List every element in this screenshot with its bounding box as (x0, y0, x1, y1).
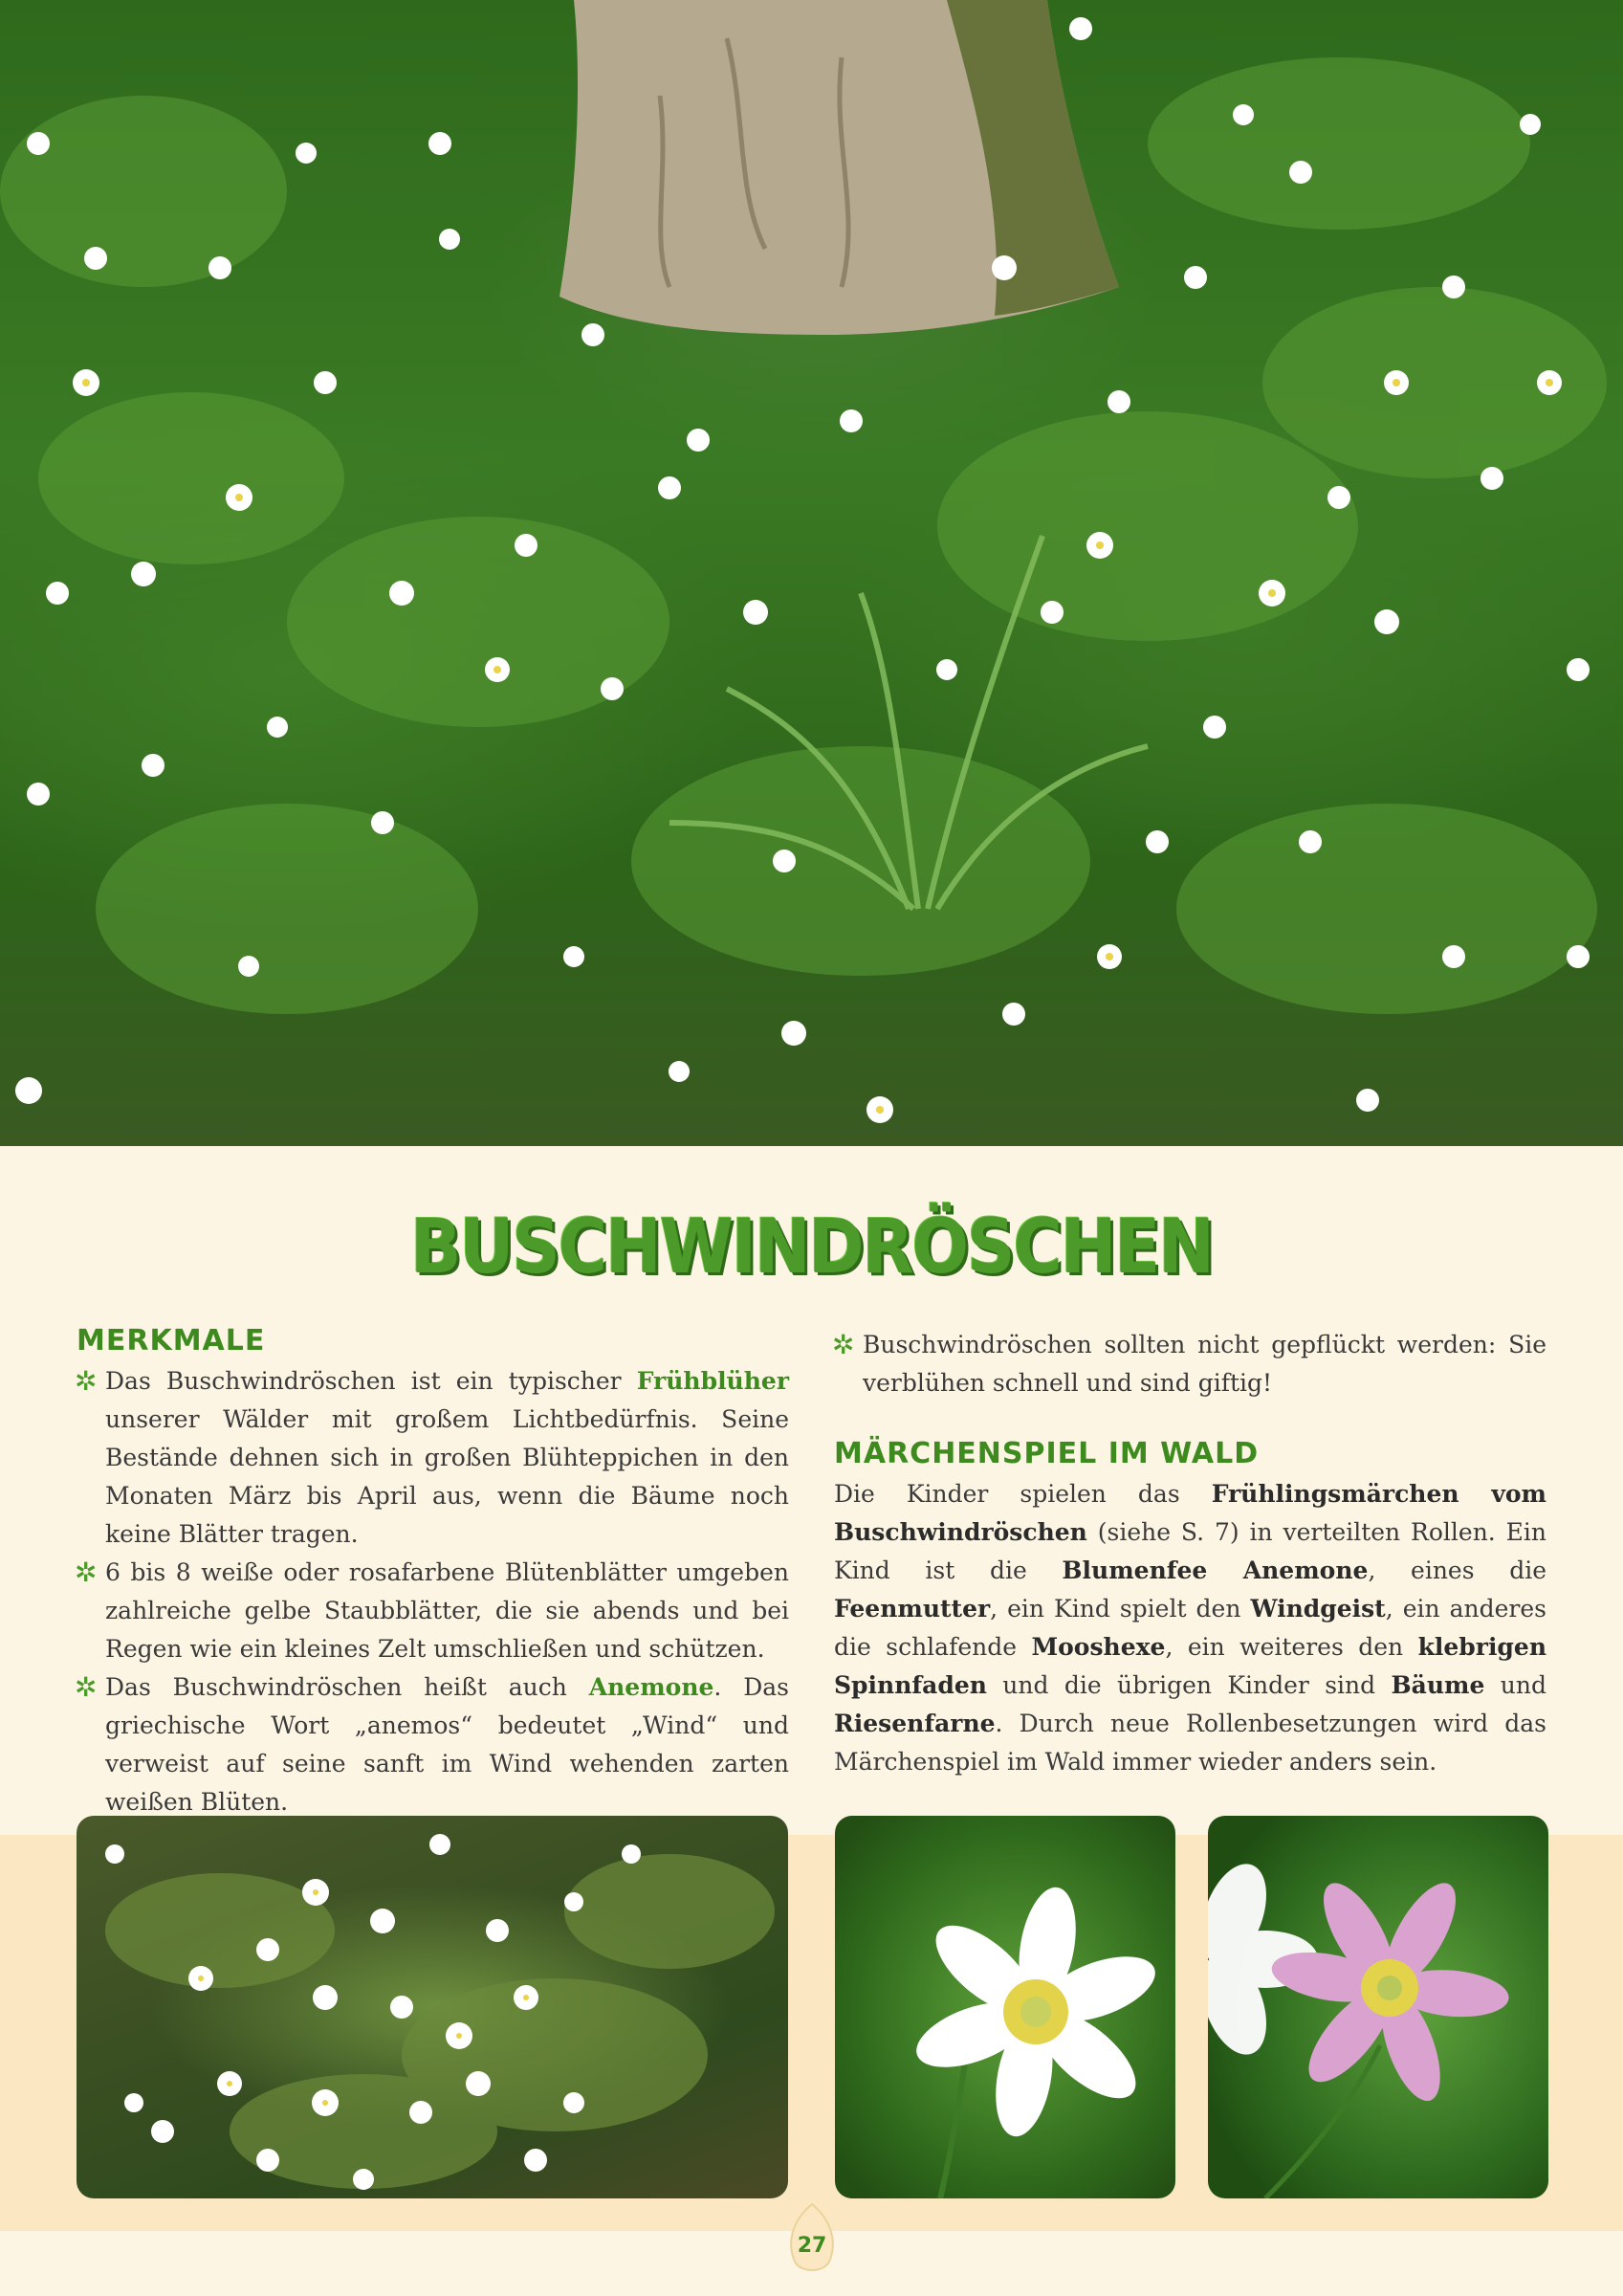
list-item (77, 1668, 789, 1821)
hero-photo (0, 0, 1623, 1146)
maerchen-k3: Feenmutter (834, 1595, 991, 1623)
maerchen-heading: MÄRCHENSPIEL IM WALD (834, 1437, 1260, 1470)
maerchen-k7: Bäume (1391, 1671, 1485, 1699)
merkmale-b4: Buschwindröschen sollten nicht gepflückt werden: Sie verblühen schnell und sind giftig! (863, 1331, 1546, 1397)
asterisk-flower-icon: ✲ (75, 1671, 98, 1703)
maerchen-t8: und (1484, 1671, 1546, 1699)
merkmale-b1-post: unserer Wälder mit großem Lichtbedürfnis. Seine Bestände dehnen sich in großen Blühteppichen in den Monaten März bis April aus, wenn die Bäume noch keine Blätter tragen. (105, 1405, 789, 1548)
maerchen-t6: , ein weiteres den (1165, 1633, 1418, 1661)
merkmale-b3-post: . Das griechische Wort „anemos“ bedeutet „Wind“ und verweist auf seine sanft im Wind wehenden zarten weißen Blüten. (105, 1673, 790, 1816)
maerchen-t2: (siehe S. 7) in verteilten Rollen. Ein Kind ist die (834, 1518, 1546, 1584)
page-number: 27 (797, 2234, 827, 2258)
right-column (834, 1326, 1546, 1781)
asterisk-flower-icon: ✲ (75, 1365, 98, 1397)
asterisk-flower-icon: ✲ (832, 1329, 855, 1360)
maerchen-t4: , ein Kind spielt den (990, 1595, 1251, 1623)
maerchen-k6: klebrigen Spinnfaden (834, 1633, 1546, 1699)
spacer (834, 1402, 1546, 1435)
merkmale-list (77, 1362, 789, 1821)
merkmale-heading: MERKMALE (77, 1324, 266, 1358)
maerchen-t3: , eines die (1368, 1556, 1547, 1584)
maerchen-k4: Windgeist (1250, 1595, 1386, 1623)
merkmale-b1-bold: Frühblüher (636, 1367, 789, 1395)
hero-photo-illustration (0, 0, 1623, 1146)
merkmale-b3-pre: Das Buschwindröschen heißt auch (105, 1673, 589, 1701)
photo-flower-carpet (77, 1816, 788, 2198)
photo-flower-carpet-illustration (77, 1816, 788, 2198)
maerchen-k8: Riesenfarne (834, 1710, 996, 1737)
maerchen-k1: Frühlingsmärchen vom Buschwindröschen (834, 1480, 1546, 1546)
photo-white-flower (835, 1816, 1175, 2198)
page-title: BUSCHWINDRÖSCHEN (410, 1203, 1213, 1291)
merkmale-b1-pre: Das Buschwindröschen ist ein typischer (105, 1367, 637, 1395)
merkmale-list-continued (834, 1326, 1546, 1402)
list-item (834, 1326, 1546, 1402)
photo-white-flower-illustration (835, 1816, 1175, 2198)
merkmale-b3-bold: Anemone (588, 1673, 714, 1701)
photo-pink-flower (1208, 1816, 1548, 2198)
maerchen-k2: Blumenfee Anemone (1062, 1556, 1369, 1584)
maerchen-t7: und die übrigen Kinder sind (986, 1671, 1392, 1699)
asterisk-flower-icon: ✲ (75, 1556, 98, 1588)
maerchen-k5: Mooshexe (1031, 1633, 1166, 1661)
maerchen-paragraph (834, 1475, 1546, 1781)
list-item (77, 1554, 789, 1668)
merkmale-b2: 6 bis 8 weiße oder rosafarbene Blütenblätter umgeben zahlreiche gelbe Staubblätter, die sie abends und bei Regen wie ein kleines Zelt umschließen und schützen. (105, 1558, 789, 1663)
merkmale-column (77, 1322, 789, 1821)
list-item (77, 1362, 789, 1554)
maerchen-t1: Die Kinder spielen das (834, 1480, 1212, 1508)
maerchen-t5: , ein anderes die schlafende (834, 1595, 1546, 1661)
photo-pink-flower-illustration (1208, 1816, 1548, 2198)
maerchen-t9: . Durch neue Rollenbesetzungen wird das Märchenspiel im Wald immer wieder anders sein. (834, 1710, 1546, 1776)
